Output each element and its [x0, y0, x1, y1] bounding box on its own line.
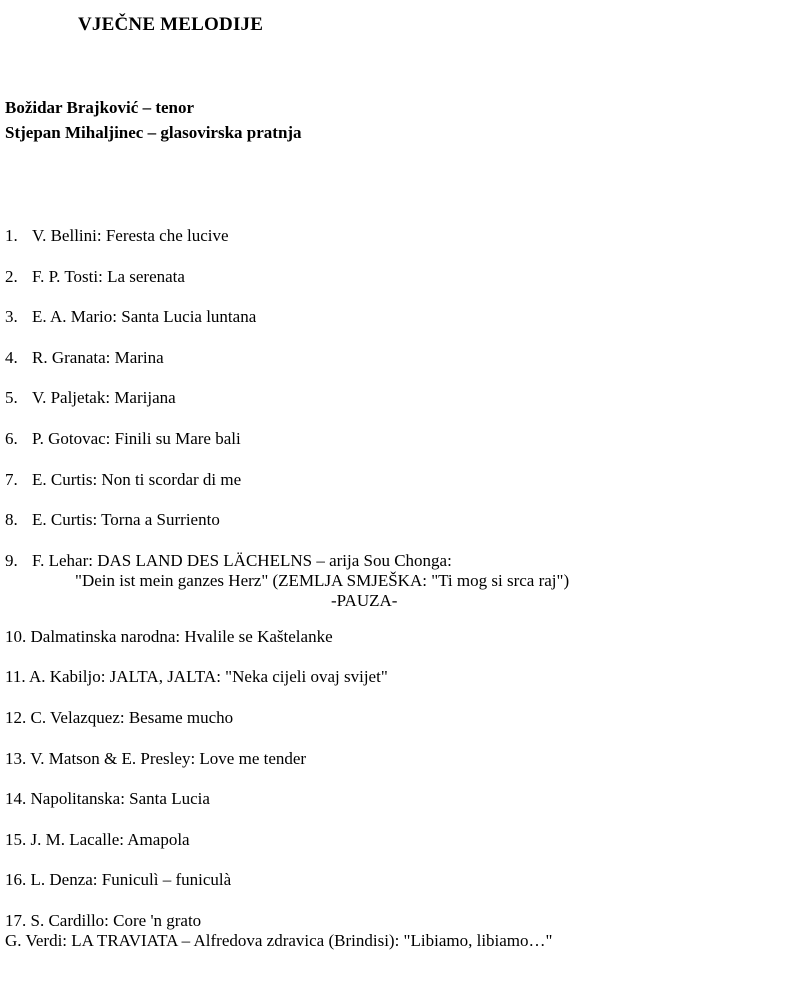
item-text: S. Cardillo: Core 'n grato [30, 910, 202, 930]
performer-tenor: Božidar Brajković – tenor [5, 98, 195, 117]
program-item [5, 745, 790, 786]
performer-piano: Stjepan Mihaljinec – glasovirska pratnja [5, 123, 302, 142]
program-item [5, 663, 790, 704]
program-list [5, 222, 790, 951]
item-number: 16. [5, 870, 27, 890]
item-number: 7. [5, 469, 18, 489]
program-item [5, 344, 790, 385]
program-item [5, 704, 790, 745]
program-item [5, 826, 790, 867]
program-item [5, 547, 790, 611]
item-text: V. Bellini: Feresta che lucive [32, 226, 229, 245]
item-text: F. Lehar: DAS LAND DES LÄCHELNS – arija Sou Chonga: [32, 550, 452, 570]
item-number: 14. [5, 789, 27, 809]
item-text: C. Velazquez: Besame mucho [30, 707, 234, 727]
item-number: 4. [5, 347, 18, 367]
item-number: 3. [5, 307, 18, 327]
item-text: Napolitanska: Santa Lucia [30, 789, 210, 809]
program-item [5, 222, 790, 263]
item-text: V. Paljetak: Marijana [32, 388, 176, 408]
item-number: 12. [5, 707, 27, 727]
item-number: 11. [5, 667, 26, 687]
item-number: 8. [5, 510, 18, 530]
item-number: 15. [5, 829, 27, 849]
item-text: A. Kabiljo: JALTA, JALTA: "Neka cijeli ovaj svijet" [28, 667, 388, 687]
intermission-label: -PAUZA- [331, 590, 398, 610]
item-number: 10. [5, 626, 27, 646]
program-item [5, 263, 790, 304]
item-number: 6. [5, 428, 18, 448]
item-text: V. Matson & E. Presley: Love me tender [30, 748, 307, 768]
program-item [5, 907, 790, 951]
item-text: F. P. Tosti: La serenata [32, 266, 185, 286]
page-title: VJEČNE MELODIJE [78, 14, 264, 35]
item-number: 1. [5, 226, 18, 245]
program-item [5, 623, 790, 664]
program-item [5, 303, 790, 344]
item-number: 9. [5, 550, 18, 570]
item-text: R. Granata: Marina [32, 347, 164, 367]
item-text: E. Curtis: Torna a Surriento [32, 510, 220, 530]
program-item [5, 384, 790, 425]
program-item [5, 866, 790, 907]
item-number: 17. [5, 910, 27, 930]
item-continuation: G. Verdi: LA TRAVIATA – Alfredova zdravica (Brindisi): "Libiamo, libiamo…" [5, 930, 553, 950]
program-item [5, 425, 790, 466]
item-text: Dalmatinska narodna: Hvalile se Kaštelanke [30, 626, 333, 646]
program-item [5, 785, 790, 826]
performers-block [5, 95, 302, 145]
item-text: J. M. Lacalle: Amapola [30, 829, 190, 849]
item-number: 2. [5, 266, 18, 286]
item-text: E. Curtis: Non ti scordar di me [32, 469, 242, 489]
item-continuation: "Dein ist mein ganzes Herz" (ZEMLJA SMJEŠKA: "Ti mog si srca raj") [75, 570, 570, 590]
program-item [5, 506, 790, 547]
item-text: L. Denza: Funiculì – funiculà [30, 870, 232, 890]
item-number: 5. [5, 388, 18, 408]
program-item [5, 466, 790, 507]
item-number: 13. [5, 748, 27, 768]
item-text: E. A. Mario: Santa Lucia luntana [32, 307, 257, 327]
item-text: P. Gotovac: Finili su Mare bali [32, 428, 241, 448]
